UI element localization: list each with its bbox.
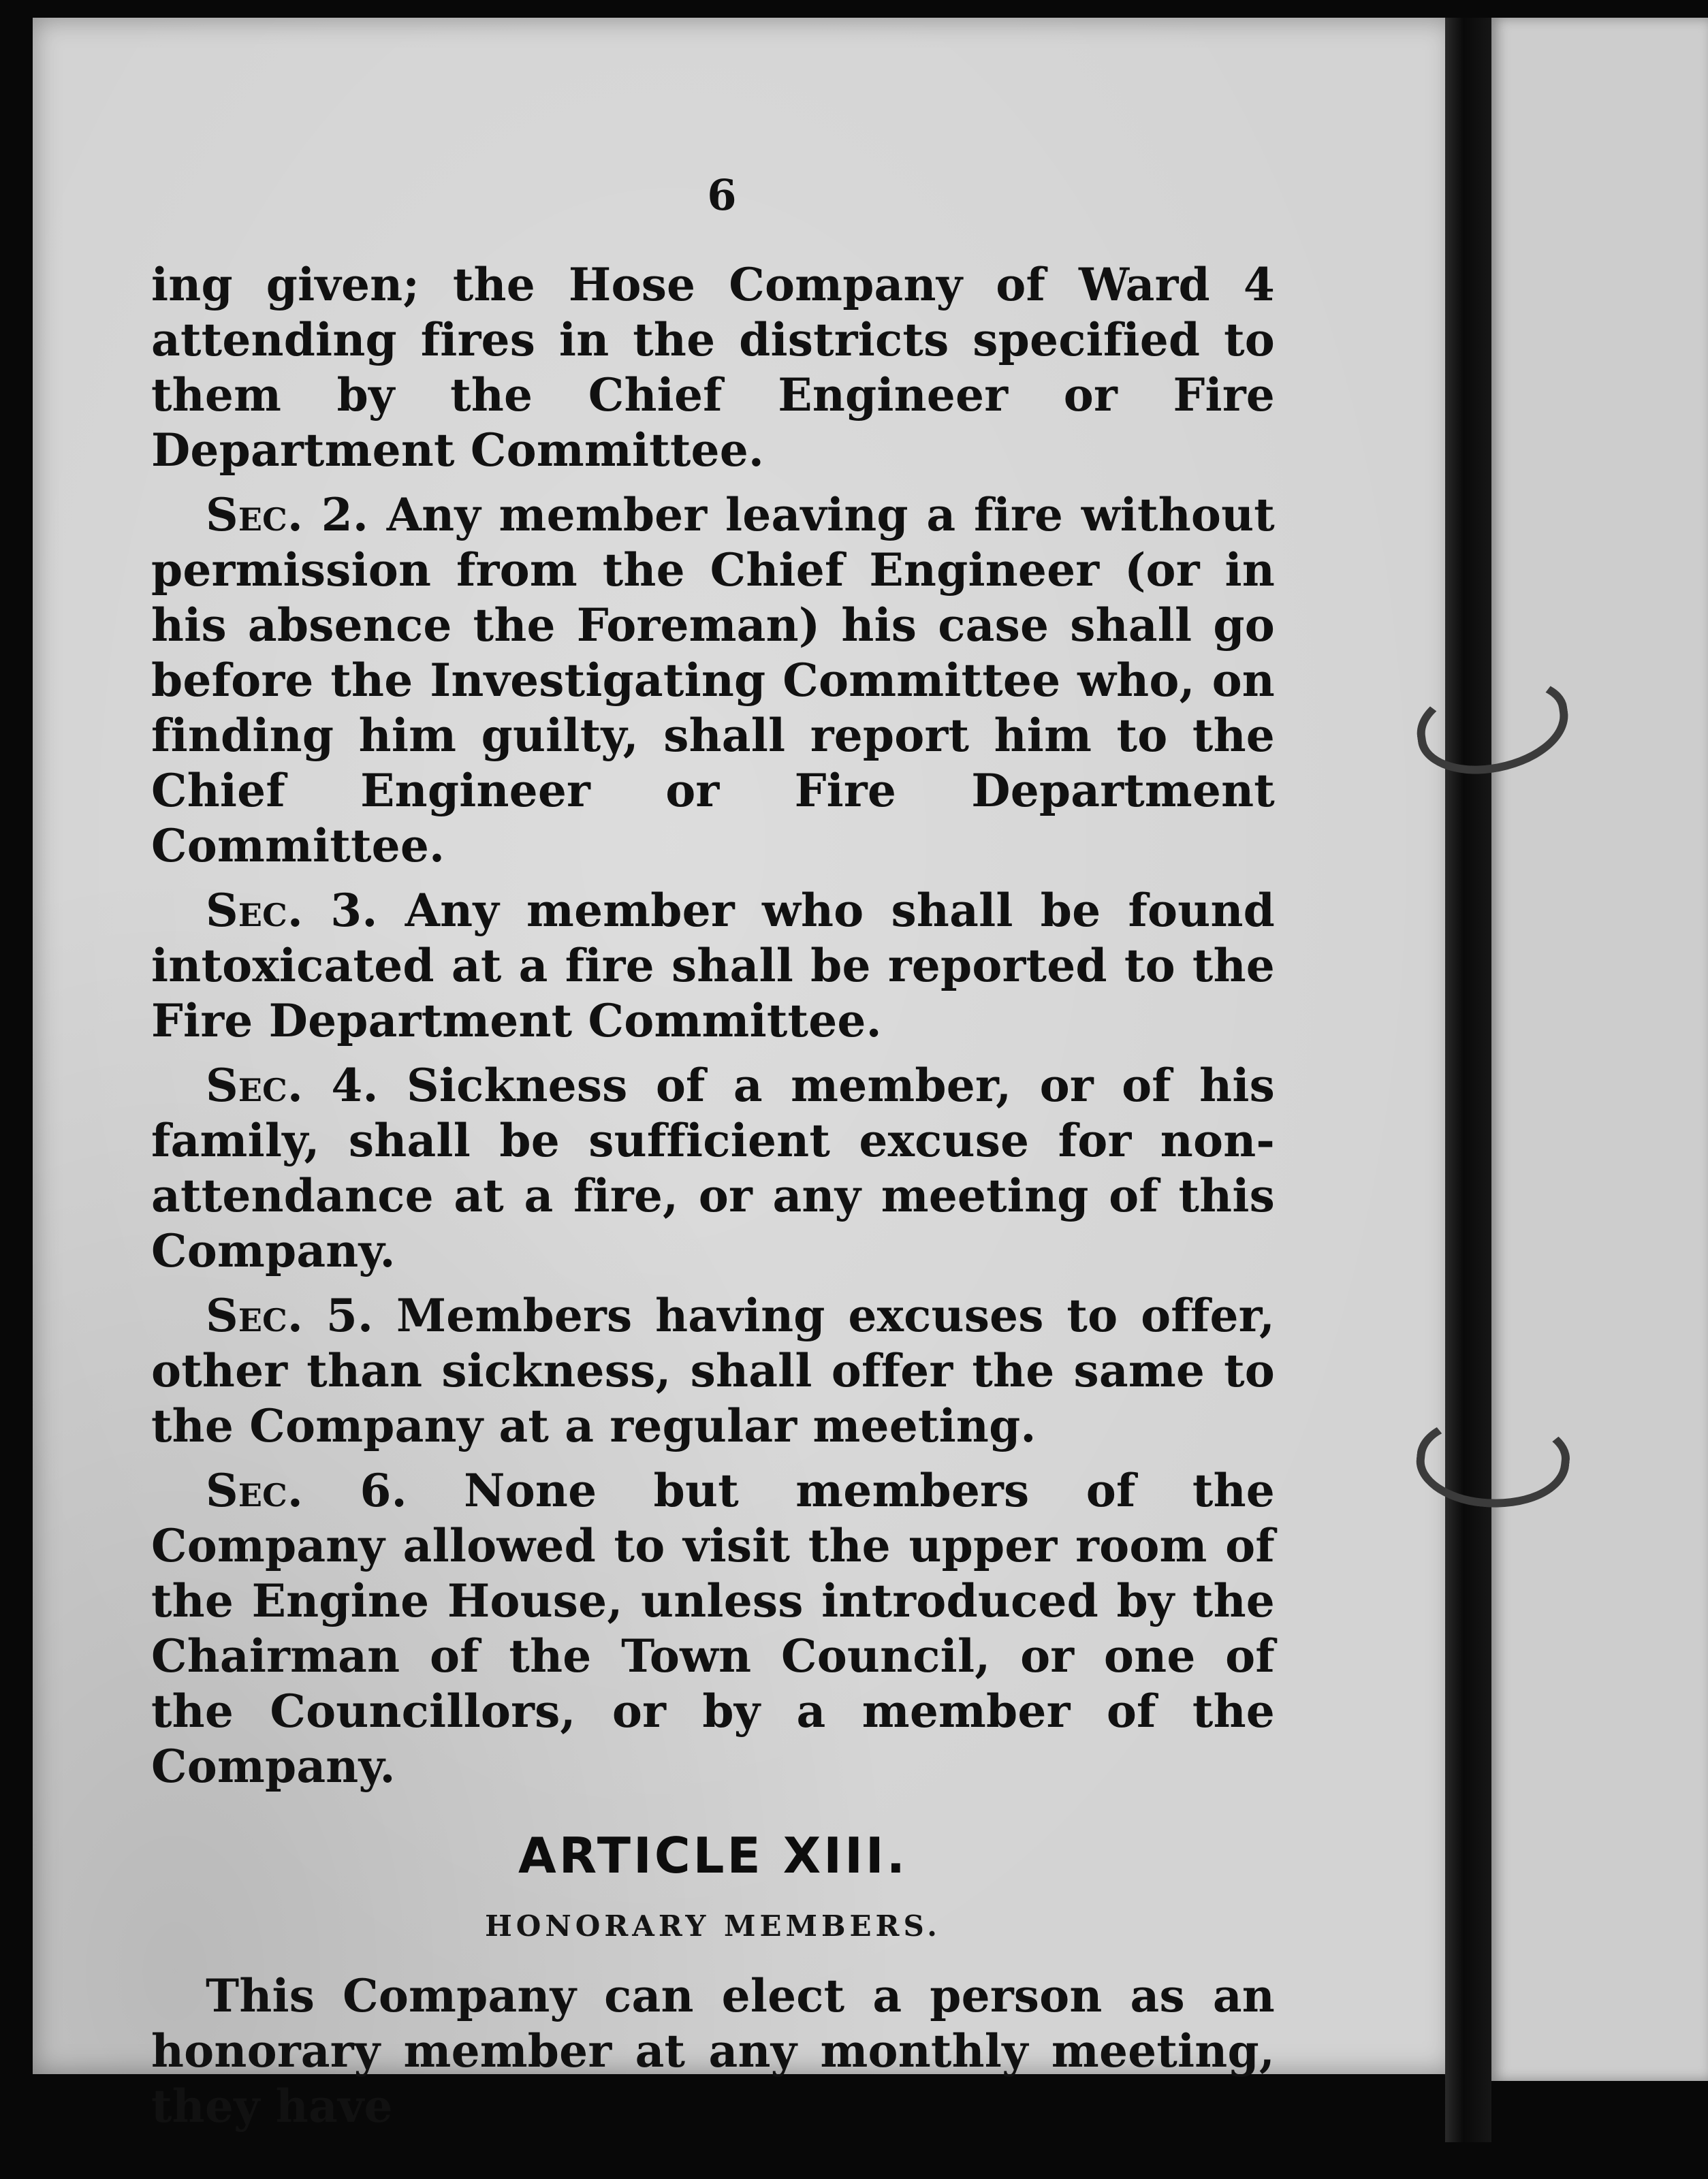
paragraph-continued [151,257,1275,478]
paragraph-sec-6 [151,1463,1275,1794]
paragraph-text: Members having excuses to offer, other than sickness, shall offer the same to the Company at a regular meeting. [151,1289,1276,1452]
paragraph-sec-4 [151,1058,1275,1279]
paragraph-honorary [151,1969,1275,2134]
section-heading: HONORARY MEMBERS. [485,1909,941,1943]
section-label: Sec. 6. [206,1464,407,1517]
section-label: Sec. 2. [206,488,369,541]
book-spine [1445,18,1491,2142]
article-heading: ARTICLE XIII. [518,1827,908,1884]
section-label: Sec. 3. [206,884,378,937]
paragraph-text: Any member who shall be found intoxicated at a fire shall be reported to the Fire Department Committee. [151,884,1275,1047]
section-label: Sec. 4. [206,1059,379,1112]
paragraph-text: Any member leaving a fire without permission from the Chief Engineer (or in his absence the Foreman) his case shall go before the Investigating Committee who, on finding him guilty, shall report him to the Chief Engineer or Fire Department Committee. [151,488,1275,872]
paragraph-text: ing given; the Hose Company of Ward 4 attending fires in the districts specified to them by the Chief Engineer or Fire Department Committee. [151,258,1275,477]
section-label: Sec. 5. [206,1289,374,1342]
paragraph-sec-2 [151,488,1275,874]
paragraph-sec-5 [151,1288,1275,1454]
paragraph-text: None but members of the Company allowed to visit the upper room of the Engine House, unless introduced by the Chairman of the Town Council, or one of the Councillors, or by a member of the Company. [151,1464,1275,1793]
page-text [151,257,1275,2144]
paragraph-text: This Company can elect a person as an honorary member at any monthly meeting, they have [151,1969,1275,2133]
paragraph-sec-3 [151,883,1275,1049]
page-number: 6 [707,170,737,220]
paragraph-text: Sickness of a member, or of his family, shall be sufficient excuse for non-attendance at a fire, or any meeting of this Company. [151,1059,1276,1277]
facing-page-edge [1491,18,1708,2081]
